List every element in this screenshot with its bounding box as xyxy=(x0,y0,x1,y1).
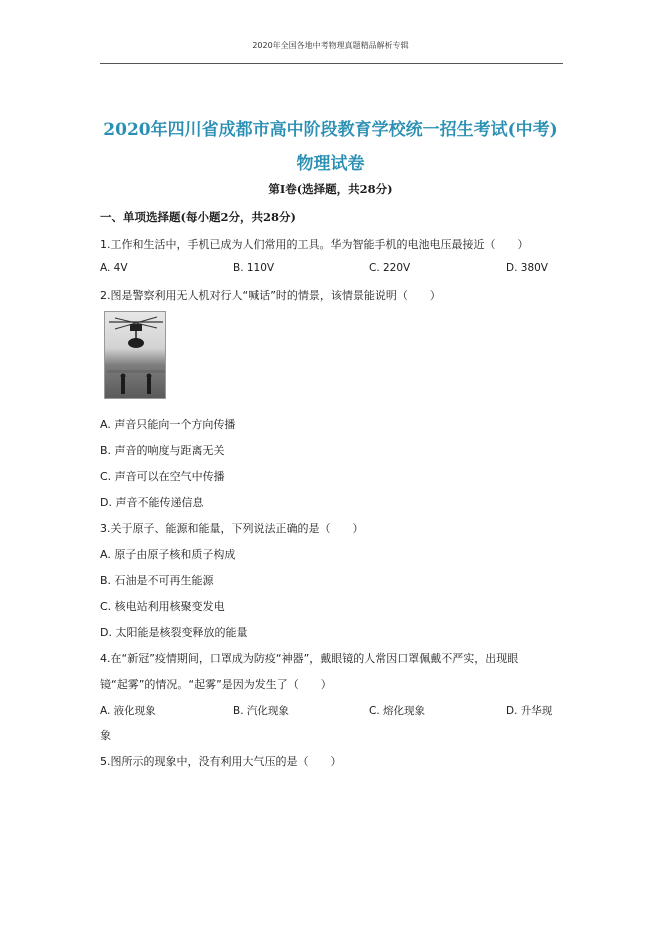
question-3-option-a: A. 原子由原子核和质子构成 xyxy=(100,548,236,561)
question-2-stem: 2.图是警察利用无人机对行人“喊话”时的情景，该情景能说明（ ） xyxy=(100,289,441,302)
question-1-stem: 1.工作和生活中，手机已成为人们常用的工具。华为智能手机的电池电压最接近（ ） xyxy=(100,238,529,251)
drone-photo xyxy=(104,311,166,399)
question-1-option-a: A. 4V xyxy=(100,262,128,274)
section-heading: 第I卷(选择题，共28分) xyxy=(268,182,393,196)
question-4-option-c: C. 熔化现象 xyxy=(369,705,426,717)
question-4-option-d-wrap: 象 xyxy=(100,729,111,742)
drone-icon xyxy=(105,312,166,399)
question-4-option-d: D. 升华现 xyxy=(506,705,553,717)
question-2-option-b: B. 声音的响度与距离无关 xyxy=(100,444,225,457)
question-2-option-d: D. 声音不能传递信息 xyxy=(100,496,204,509)
question-3-option-c: C. 核电站利用核聚变发电 xyxy=(100,600,225,613)
question-3-option-b: B. 石油是不可再生能源 xyxy=(100,574,214,587)
exam-title: 2020年四川省成都市高中阶段教育学校统一招生考试(中考) xyxy=(103,120,558,140)
question-4-option-b: B. 汽化现象 xyxy=(233,705,289,717)
question-1-option-b: B. 110V xyxy=(233,262,275,274)
question-3-option-d: D. 太阳能是核裂变释放的能量 xyxy=(100,626,248,639)
question-5-stem: 5.图所示的现象中，没有利用大气压的是（ ） xyxy=(100,755,342,768)
question-4-stem-line1: 4.在“新冠”疫情期间，口罩成为防疫“神器”，戴眼镜的人常因口罩佩戴不严实，出现眼 xyxy=(100,652,519,665)
question-1-option-c: C. 220V xyxy=(369,262,411,274)
question-4-stem-line2: 镜“起雾”的情况。“起雾”是因为发生了（ ） xyxy=(100,678,332,691)
question-1-option-d: D. 380V xyxy=(506,262,548,274)
question-2-option-c: C. 声音可以在空气中传播 xyxy=(100,470,225,483)
question-3-stem: 3.关于原子、能源和能量，下列说法正确的是（ ） xyxy=(100,522,364,535)
page-header: 2020年全国各地中考物理真题精品解析专辑 xyxy=(252,41,409,50)
question-4-option-a: A. 液化现象 xyxy=(100,705,156,717)
question-2-option-a: A. 声音只能向一个方向传播 xyxy=(100,418,236,431)
part-heading: 一、单项选择题(每小题2分，共28分) xyxy=(100,210,296,224)
exam-subtitle: 物理试卷 xyxy=(296,154,365,174)
header-divider xyxy=(100,63,563,64)
